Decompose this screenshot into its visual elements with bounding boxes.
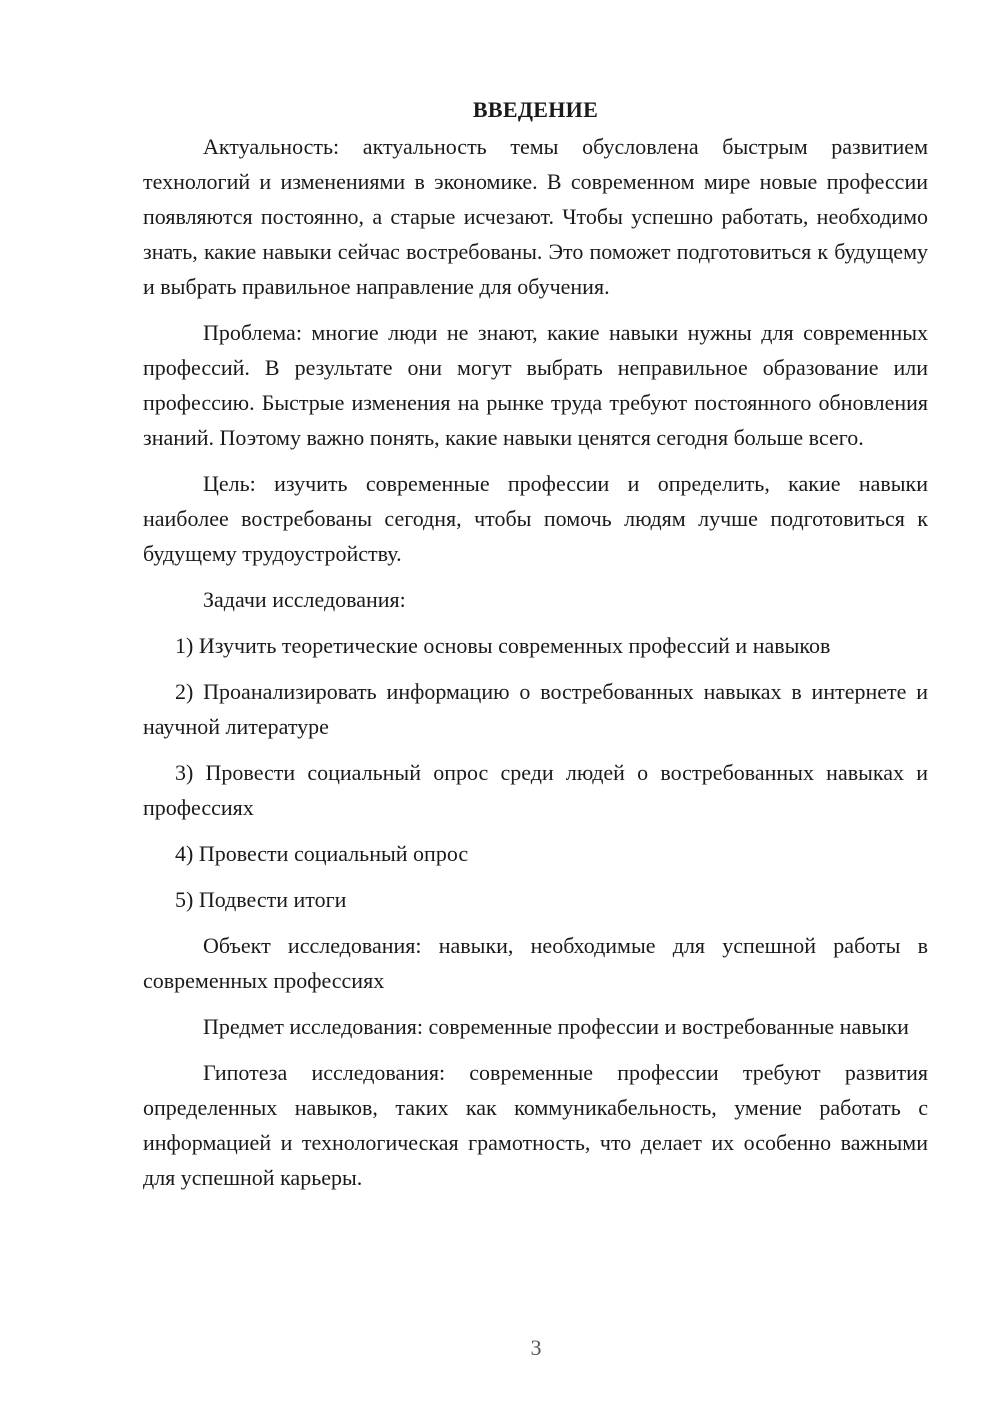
task-item-5: 5) Подвести итоги (175, 887, 347, 912)
page-title: ВВЕДЕНИЕ (472, 97, 599, 122)
task-item-4: 4) Провести социальный опрос (175, 841, 469, 866)
hypothesis-paragraph: Гипотеза исследования: современные профессии требуют развития определенных навыков, таких как коммуникабельность, умение работать с информацией и технологическая грамотность, что делает их особенно важными для успешной карьеры. (143, 1060, 928, 1190)
goal-paragraph: Цель: изучить современные профессии и определить, какие навыки наиболее востребованы сегодня, чтобы помочь людям лучше подготовиться к будущему трудоустройству. (143, 471, 928, 566)
problem-paragraph: Проблема: многие люди не знают, какие навыки нужны для современных профессий. В результате они могут выбрать неправильное образование или профессию. Быстрые изменения на рынке труда требуют постоянного обновления знаний. Поэтому важно понять, какие навыки ценятся сегодня больше всего. (143, 320, 928, 450)
object-paragraph: Объект исследования: навыки, необходимые для успешной работы в современных профессиях (143, 933, 928, 993)
tasks-heading: Задачи исследования: (203, 587, 406, 612)
task-item-3: 3) Провести социальный опрос среди людей о востребованных навыках и профессиях (143, 760, 928, 820)
page-number: 3 (530, 1335, 542, 1360)
task-item-1: 1) Изучить теоретические основы современных профессий и навыков (175, 633, 831, 658)
relevance-paragraph: Актуальность: актуальность темы обусловлена быстрым развитием технологий и изменениями в экономике. В современном мире новые профессии появляются постоянно, а старые исчезают. Чтобы успешно работать, необходимо знать, какие навыки сейчас востребованы. Это поможет подготовиться к будущему и выбрать правильное направление для обучения. (143, 134, 928, 299)
subject-paragraph: Предмет исследования: современные профессии и востребованные навыки (203, 1014, 909, 1039)
task-item-2: 2) Проанализировать информацию о востребованных навыках в интернете и научной литературе (143, 679, 928, 739)
document-page (143, 92, 928, 1206)
